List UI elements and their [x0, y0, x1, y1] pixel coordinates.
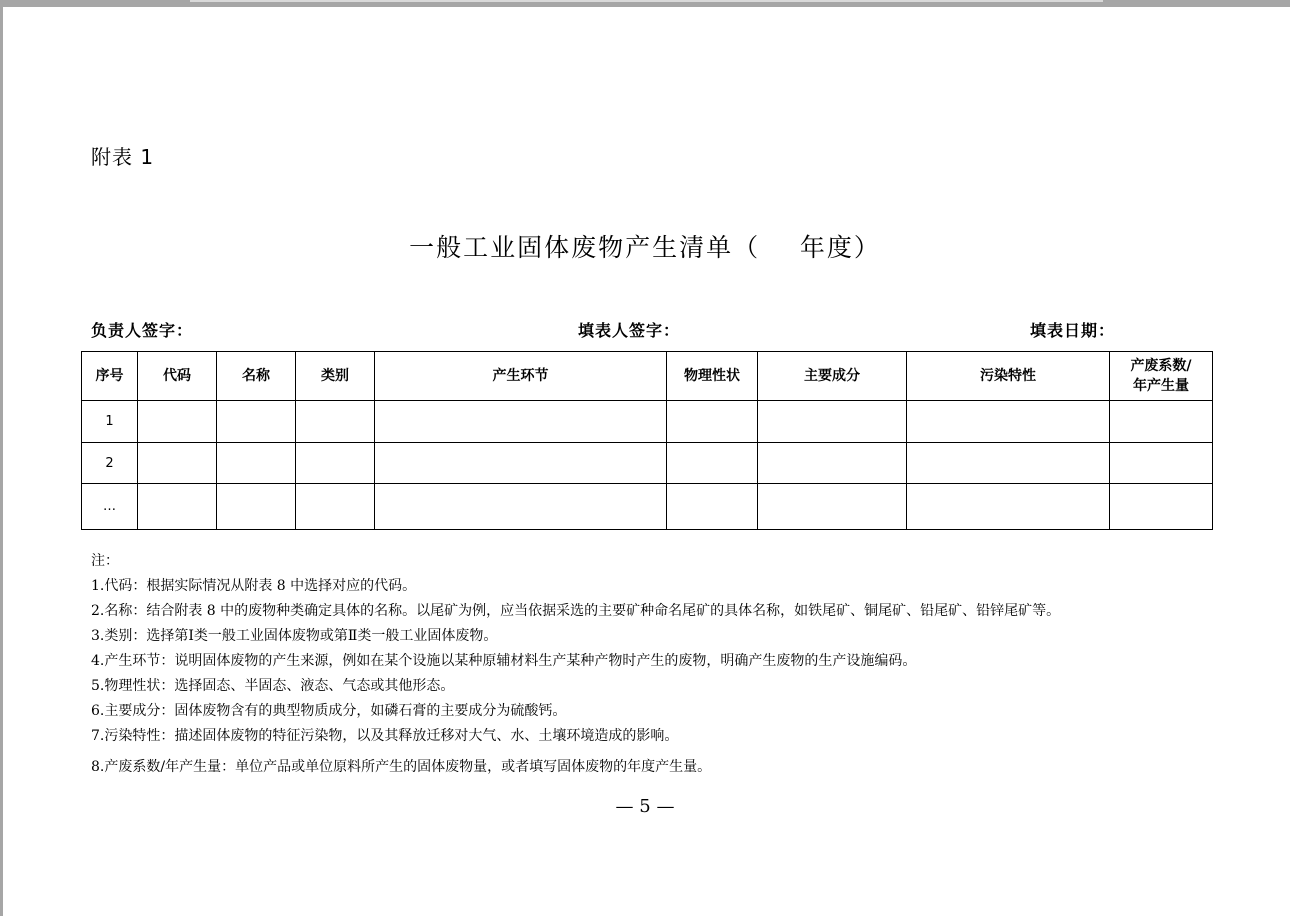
header-generation-stage: 产生环节	[375, 352, 667, 401]
header-pollution-characteristics: 污染特性	[907, 352, 1110, 401]
table-cell[interactable]	[667, 484, 758, 530]
table-header-row	[82, 352, 1213, 401]
table-cell[interactable]	[217, 484, 296, 530]
row-serial: …	[82, 484, 138, 530]
table-cell[interactable]	[907, 443, 1110, 484]
table-row	[82, 484, 1213, 530]
table-cell[interactable]	[138, 484, 217, 530]
table-cell[interactable]	[138, 443, 217, 484]
notes-heading: 注：	[91, 553, 119, 569]
header-main-components: 主要成分	[758, 352, 907, 401]
table-cell[interactable]	[296, 443, 375, 484]
header-waste-coefficient	[1110, 352, 1213, 401]
page-number: — 5 —	[615, 796, 675, 817]
table-cell[interactable]	[375, 443, 667, 484]
note-item: 6.主要成分：固体废物含有的典型物质成分，如磷石膏的主要成分为硫酸钙。	[91, 703, 567, 719]
window-frame-left	[0, 0, 3, 916]
header-serial: 序号	[82, 352, 138, 401]
header-physical-state: 物理性状	[667, 352, 758, 401]
responsible-signature-label: 负责人签字：	[91, 321, 194, 340]
window-frame-tab	[190, 0, 1103, 2]
attachment-label: 附表 1	[91, 145, 155, 169]
notes-section	[91, 549, 1060, 780]
table-cell[interactable]	[1110, 401, 1213, 443]
table-row	[82, 401, 1213, 443]
table-cell[interactable]	[667, 443, 758, 484]
table-cell[interactable]	[758, 443, 907, 484]
note-item: 3.类别：选择第Ⅰ类一般工业固体废物或第Ⅱ类一般工业固体废物。	[91, 628, 498, 644]
header-waste-coefficient-line2: 年产生量	[1133, 378, 1189, 394]
table-row	[82, 443, 1213, 484]
table-cell[interactable]	[296, 484, 375, 530]
row-serial: 1	[82, 401, 138, 443]
note-item: 8.产废系数/年产生量：单位产品或单位原料所产生的固体废物量，或者填写固体废物的年度产生量。	[91, 759, 712, 775]
table-cell[interactable]	[1110, 484, 1213, 530]
table-cell[interactable]	[1110, 443, 1213, 484]
row-serial: 2	[82, 443, 138, 484]
header-waste-coefficient-line1: 产废系数/	[1130, 358, 1192, 374]
table-cell[interactable]	[217, 401, 296, 443]
filler-signature-label: 填表人签字：	[578, 321, 681, 340]
note-item: 2.名称：结合附表 8 中的废物种类确定具体的名称。以尾矿为例，应当依据采选的主要矿种命名尾矿的具体名称，如铁尾矿、铜尾矿、铅尾矿、铅锌尾矿等。	[91, 603, 1061, 619]
table-cell[interactable]	[758, 484, 907, 530]
table-cell[interactable]	[907, 401, 1110, 443]
table-cell[interactable]	[217, 443, 296, 484]
table-cell[interactable]	[907, 484, 1110, 530]
header-code: 代码	[138, 352, 217, 401]
table-cell[interactable]	[138, 401, 217, 443]
header-category: 类别	[296, 352, 375, 401]
waste-inventory-table	[81, 351, 1213, 530]
note-item: 1.代码：根据实际情况从附表 8 中选择对应的代码。	[91, 578, 417, 594]
header-name: 名称	[217, 352, 296, 401]
note-item: 7.污染特性：描述固体废物的特征污染物，以及其释放迁移对大气、水、土壤环境造成的影响。	[91, 728, 679, 744]
page-title: 一般工业固体废物产生清单（ 年度）	[409, 233, 881, 262]
table-cell[interactable]	[375, 484, 667, 530]
table-cell[interactable]	[375, 401, 667, 443]
table-cell[interactable]	[758, 401, 907, 443]
table-cell[interactable]	[296, 401, 375, 443]
note-item: 5.物理性状：选择固态、半固态、液态、气态或其他形态。	[91, 678, 455, 694]
table-cell[interactable]	[667, 401, 758, 443]
note-item: 4.产生环节：说明固体废物的产生来源，例如在某个设施以某种原辅材料生产某种产物时产生的废物，明确产生废物的生产设施编码。	[91, 653, 917, 669]
fill-date-label: 填表日期：	[1030, 321, 1116, 340]
